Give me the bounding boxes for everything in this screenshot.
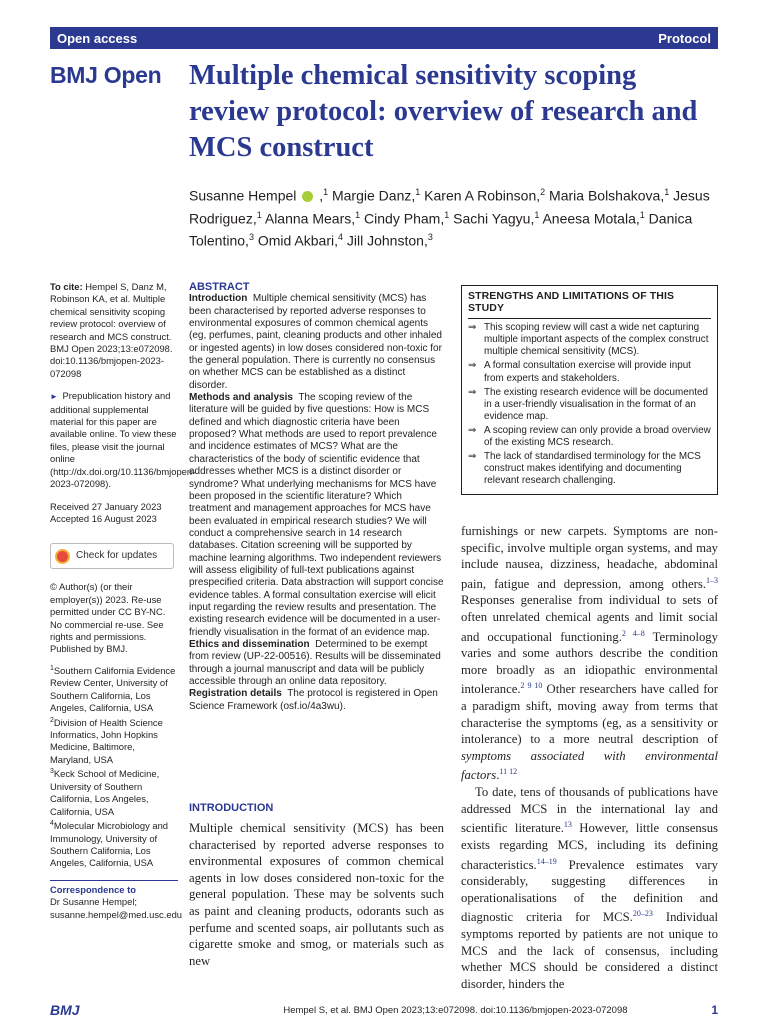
- affiliation-item: $^2$Division of Health Science Informatics, John Hopkins Medicine, Baltimore, Maryland, USA: [50, 716, 163, 765]
- strength-item: ⇒ A scoping review can only provide a broad overview of the existing MCS research.: [468, 424, 711, 449]
- correspondence-heading: Correspondence to: [50, 880, 178, 896]
- body-text: Other researchers have called for a paradigm shift, moving away from terms that characterise the symptoms (eg, as a sensitivity or intolerance) to a more neutral description of: [461, 682, 718, 747]
- author-name[interactable]: Karen A Robinson: [424, 187, 537, 204]
- article-type-label: Protocol: [658, 30, 711, 46]
- affiliation-ref: 1: [534, 209, 540, 220]
- affiliation-ref: 4: [337, 232, 343, 243]
- author-list: Susanne Hempel ,$^1$ Margie Danz,$^1$ Karen A Robinson,$^2$ Maria Bolshakova,$^1$ Jesus Rodriguez,$^1$ Alanna Mears,$^1$ Cindy Pham,$^1$ Sachi Yagyu,$^1$ Aneesa Motala,$^1$ Danica Tolentino,$^3$ Omid Akbari,$^4$ Jill Johnston,$^3$: [189, 187, 710, 249]
- page-footer: [50, 1000, 718, 1020]
- arrow-icon: ⇒: [468, 386, 477, 398]
- correspondence-name: Dr Susanne Hempel;: [50, 896, 138, 908]
- author-name[interactable]: Omid Akbari: [257, 232, 335, 249]
- cite-block: [50, 281, 178, 380]
- affiliation-item: $^1$Southern California Evidence Review Center, University of Southern California, Los Angeles, California, USA: [50, 664, 176, 714]
- strengths-list: [468, 322, 711, 487]
- intro-text: Multiple chemical sensitivity (MCS) has been characterised by reported adverse responses to environmental exposures of common chemical agents (eg, perfumes, paint, cleaning products and other inhaled or ingested agents) in low doses considered non-toxic for the general population. There is currently no consensus on whether MCS can be established as a distinct disorder.: [189, 293, 442, 391]
- cite-label: To cite:: [50, 281, 83, 292]
- body-text: To date, tens of thousands of publications have addressed MCS in the international lay and scientific literature.: [461, 785, 718, 836]
- copyright-note: © Author(s) (or their employer(s)) 2023. Re-use permitted under CC BY-NC. No commercial re-use. See rights and permissions. Published by BMJ.: [50, 581, 166, 655]
- body-text: Individual symptoms reported by patients are not unique to MCS and the lack of consensus, including whether MCS should be considered a distinct disorder, hinders the: [461, 910, 718, 991]
- body-text-right: furnishings or new carpets. Symptoms are non-specific, involve multiple organ systems, and may include nausea, dizziness, headache, abdominal pain, fatigue and depression, among others.$^{1-3}$ Responses generalise from individual to sets of often unrelated chemical agents and limit social and occupational functioning.$^{2 4-8}$ Terminology varies and some authors describe the condition more broadly as an idiopathic environmental intolerance.$^{2 9 10}$ Other researchers have called for a paradigm shift, moving away from terms that characterise the symptoms (eg, as a sensitivity or intolerance) to a more neutral description of symptoms associated with environmental factors.$^{11 12}$ To date, tens of thousands of publications have addressed MCS in the international lay and scientific literature.$^{13}$ However, little consensus exists regarding MCS, including its defining characteristics.$^{14-19}$ Prevalence estimates vary considerably, suggesting differences in operationalisations of the definition and diagnostic criteria for MCS.$^{20-23}$ Individual symptoms reported by patients are not unique to MCS and the lack of consensus, including whether MCS should be considered a distinct disorder, hinders the: [461, 524, 718, 991]
- affiliation-ref: 1: [256, 209, 262, 220]
- author-name[interactable]: Sachi Yagyu: [453, 210, 531, 227]
- affiliation-item: $^3$Keck School of Medicine, University of Southern California, Los Angeles, California, USA: [50, 768, 160, 817]
- journal-brand: BMJ Open: [50, 62, 162, 88]
- article-title: Multiple chemical sensitivity scoping review protocol: overview of research and MCS construct: [189, 60, 698, 163]
- citation-ref[interactable]: 1–3: [706, 575, 718, 585]
- body-text: Terminology varies and some authors describe the condition more broadly as an idiopathic environmental intolerance.: [461, 629, 718, 697]
- strengths-heading: STRENGTHS AND LIMITATIONS OF THIS STUDY: [468, 290, 711, 319]
- affiliation-ref: 3: [248, 232, 254, 243]
- body-text: However, little consensus exists regarding MCS, including its defining characteristics.: [461, 821, 718, 872]
- affiliation-ref: 1: [639, 209, 645, 220]
- introduction-heading: INTRODUCTION: [189, 802, 274, 814]
- abstract-heading: ABSTRACT: [189, 281, 250, 293]
- header-bar: [50, 27, 718, 49]
- affiliation-ref: 1: [664, 187, 670, 197]
- left-sidebar: [50, 281, 196, 921]
- affiliation-ref: 1: [444, 209, 450, 220]
- correspondence-email[interactable]: susanne.hempel@med.usc.edu: [50, 908, 182, 920]
- registration-text: The protocol is registered in Open Science Framework (osf.io/4a3wu).: [189, 688, 438, 712]
- prepub-text: Prepublication history and additional supplemental material for this paper are available online. To view these files, please visit the journal online (http://dx.doi.org/10.1136/bmjopen-2023-072098).: [50, 390, 196, 490]
- page-number: 1: [711, 1003, 718, 1017]
- author-name[interactable]: Alanna Mears: [264, 210, 352, 227]
- author-name[interactable]: Margie Danz: [331, 187, 412, 204]
- emphasis-text: symptoms associated with environmental factors: [461, 748, 718, 783]
- arrow-icon: ⇒: [468, 451, 477, 463]
- strengths-limitations-box: [461, 285, 718, 495]
- citation-ref[interactable]: 20–23: [632, 909, 653, 919]
- affiliation-ref: 1: [355, 209, 361, 220]
- cite-text: Hempel S, Danz M, Robinson KA, et al. Multiple chemical sensitivity scoping review protocol: overview of research and MCS construct. BMJ Open 2023;13:e072098. doi:10.1136/bmjopen-2023-072098: [50, 281, 173, 379]
- strength-item: ⇒ This scoping review will cast a wide net capturing multiple important aspects of the complex construct multiple chemical sensitivity (MCS).: [468, 322, 709, 358]
- strength-item: ⇒ A formal consultation exercise will provide input from experts and stakeholders.: [468, 360, 691, 384]
- affiliation-ref: 3: [427, 232, 433, 243]
- ethics-label: Ethics and dissemination: [189, 638, 310, 650]
- strength-item: ⇒ The lack of standardised terminology for the MCS construct makes identifying and documenting relevant research challenging.: [468, 451, 701, 487]
- orcid-icon[interactable]: [302, 191, 313, 202]
- prepub-note: [50, 390, 196, 490]
- intro-label: Introduction: [189, 293, 248, 305]
- citation-ref[interactable]: 2 4–8: [621, 628, 645, 638]
- author-name[interactable]: Cindy Pham: [364, 210, 441, 227]
- affiliation-item: $^4$Molecular Microbiology and Immunology, University of Southern California, Los Angeles, California, USA: [50, 820, 169, 869]
- affiliation-ref: 1: [323, 187, 329, 197]
- bmj-logo: BMJ: [50, 1002, 80, 1018]
- received-date: Received 27 January 2023: [50, 500, 162, 512]
- arrow-icon: ⇒: [468, 322, 477, 334]
- open-access-label: Open access: [57, 30, 138, 46]
- affiliation-ref: 1: [415, 187, 421, 197]
- body-text: Prevalence estimates vary considerably, suggesting differences in operationalisations of the definition and diagnostic criteria for MCS.: [461, 857, 718, 925]
- registration-label: Registration details: [189, 688, 282, 700]
- methods-text: The scoping review of the literature will be guided by five questions: How is MCS defined and which diagnostic criteria have been proposed? What methods are used to report prevalence and incidence estimates of MCS? What are the characteristics of the body of scientific evidence that addresses whether MCS is a distinct disorder or syndrome? What underlying mechanisms for MCS have been proposed in the scientific literature? Which treatment and management approaches for MCS have been evaluated in empirical research studies? We will conduct a comprehensive search in 14 research databases. Citation screening will be supported by machine learning algorithms. Two independent reviewers will assess eligibility of full-text publications against prespecified criteria. Data abstraction will support concise evidence tables. A formal consultation exercise will elicit input regarding the review results and presentation. The existing research evidence will be documented in a user-friendly visualisation in the format of an evidence map.: [189, 392, 444, 638]
- affiliations: [50, 663, 178, 870]
- citation-ref[interactable]: 2 9 10: [520, 681, 543, 691]
- triangle-icon: ►: [50, 392, 58, 402]
- arrow-icon: ⇒: [468, 424, 477, 436]
- author-name[interactable]: Susanne Hempel: [189, 187, 297, 204]
- abstract: [189, 281, 445, 713]
- author-name[interactable]: Jill Johnston: [346, 232, 424, 249]
- check-for-updates-button[interactable]: [50, 543, 174, 569]
- footer-citation: Hempel S, et al. BMJ Open 2023;13:e072098. doi:10.1136/bmjopen-2023-072098: [283, 1004, 628, 1016]
- accepted-date: Accepted 16 August 2023: [50, 512, 157, 524]
- ethics-text: Determined to be exempt from review (UP-22-00516). Results will be disseminated through a journal manuscript and data will be publicly accessible through an online data repository.: [189, 638, 441, 687]
- arrow-icon: ⇒: [468, 360, 477, 372]
- introduction-text: Multiple chemical sensitivity (MCS) has been characterised by reported adverse responses to environmental exposures of common chemical agents in low doses considered non-toxic for the general population. These may be solvents such as paint and cleaning products, odorants such as perfume and scented soaps, air pollutants such as cigarette smoke and smog, or materials such as new: [189, 821, 444, 968]
- citation-ref[interactable]: 11 12: [499, 767, 518, 777]
- body-text: furnishings or new carpets. Symptoms are non-specific, involve multiple organ systems, and may include nausea, dizziness, headache, abdominal pain, fatigue and depression, among others.: [461, 524, 718, 591]
- author-name[interactable]: Aneesa Motala: [542, 210, 636, 227]
- author-name[interactable]: Maria Bolshakova: [549, 187, 661, 204]
- citation-ref[interactable]: 14–19: [536, 856, 557, 866]
- check-updates-label: Check for updates: [76, 550, 158, 562]
- affiliation-ref: 2: [540, 187, 546, 197]
- strength-item: ⇒ The existing research evidence will be documented in a user-friendly visualisation in the format of an evidence map.: [468, 386, 708, 422]
- author-name[interactable]: Danica Tolentino: [189, 210, 693, 249]
- author-name[interactable]: Jesus Rodriguez: [189, 187, 710, 227]
- crossmark-icon: [55, 549, 70, 564]
- body-text: Responses generalise from individual to sets of often unrelated chemical agents and limit social and occupational functioning.: [461, 593, 718, 644]
- methods-label: Methods and analysis: [189, 392, 293, 404]
- citation-ref[interactable]: 13: [563, 820, 572, 830]
